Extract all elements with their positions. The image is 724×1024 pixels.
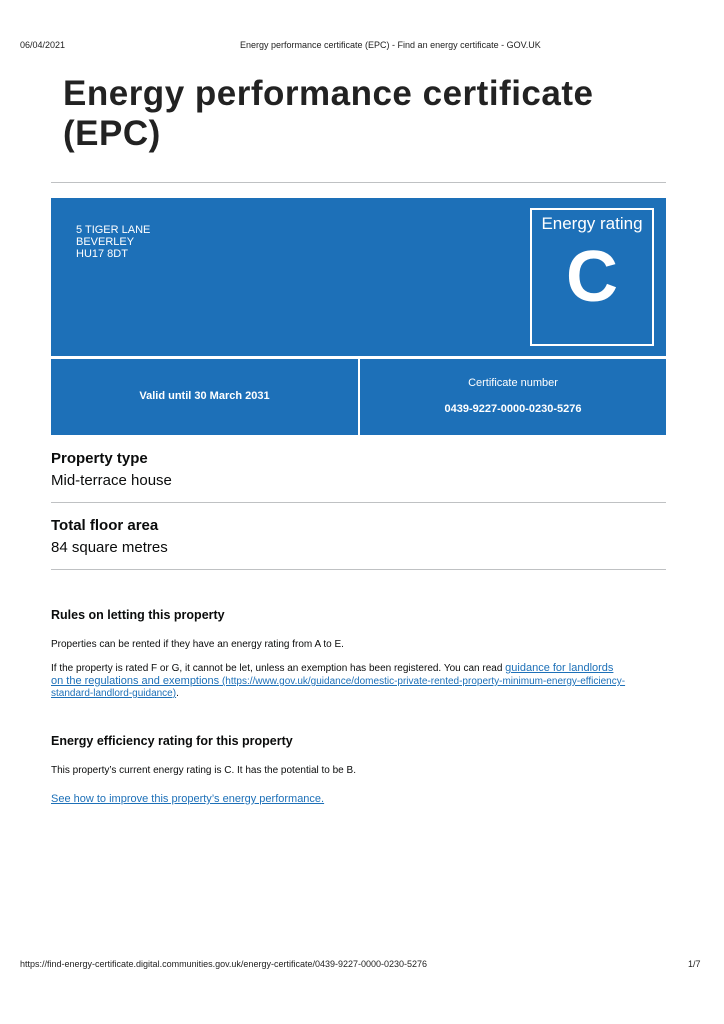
landlord-guidance-url-line-1: (https://www.gov.uk/guidance/domestic-private-rented-property-minimum-energy-efficiency-: [219, 676, 626, 687]
property-type-heading: Property type: [51, 450, 148, 467]
divider: [51, 182, 666, 183]
divider: [51, 569, 666, 570]
energy-rating-box: [530, 208, 654, 346]
improve-link-container: [51, 793, 671, 806]
page-title-line-2: (EPC): [63, 114, 161, 153]
print-footer-url: https://find-energy-certificate.digital.communities.gov.uk/energy-certificate/0439-9227-0000-0230-5276: [20, 959, 428, 969]
letting-rules-text: If the property is rated F or G, it cannot be let, unless an exemption has been registered. You can read: [51, 663, 506, 674]
page-title-line-1: Energy performance certificate: [63, 74, 594, 113]
sentence-end: .: [176, 688, 179, 699]
divider: [51, 502, 666, 503]
print-page-title: Energy performance certificate (EPC) - Find an energy certificate - GOV.UK: [240, 40, 541, 50]
energy-rating-letter: C: [566, 237, 618, 317]
print-date: 06/04/2021: [20, 40, 66, 50]
certificate-number-label: Certificate number: [468, 377, 558, 389]
landlord-guidance-url-line-2: standard-landlord-guidance): [51, 688, 177, 699]
address-line-3: HU17 8DT: [76, 248, 128, 260]
landlord-guidance-link-line-2: on the regulations and exemptions: [51, 675, 220, 687]
landlord-guidance-link-line-1: guidance for landlords: [505, 662, 614, 674]
address-line-1: 5 TIGER LANE: [76, 224, 151, 236]
floor-area-heading: Total floor area: [51, 517, 159, 534]
improve-energy-performance-link[interactable]: See how to improve this property’s energy performance.: [51, 793, 325, 805]
letting-rules-heading: Rules on letting this property: [51, 608, 225, 622]
property-address: [76, 224, 150, 260]
property-type-value: Mid-terrace house: [51, 472, 172, 489]
efficiency-heading: Energy efficiency rating for this property: [51, 734, 293, 748]
floor-area-value: 84 square metres: [51, 539, 168, 556]
certificate-number-panel: [360, 359, 666, 435]
address-line-2: BEVERLEY: [76, 236, 135, 248]
certificate-number: 0439-9227-0000-0230-5276: [444, 403, 582, 415]
page-title: [63, 74, 663, 154]
letting-rules-paragraph-2: [51, 662, 671, 700]
letting-rules-paragraph-1: Properties can be rented if they have an energy rating from A to E.: [51, 639, 344, 650]
energy-rating-label: Energy rating: [541, 214, 643, 233]
page-number: 1/7: [688, 959, 701, 969]
valid-until: Valid until 30 March 2031: [139, 390, 270, 402]
efficiency-paragraph: This property’s current energy rating is C. It has the potential to be B.: [51, 765, 356, 776]
